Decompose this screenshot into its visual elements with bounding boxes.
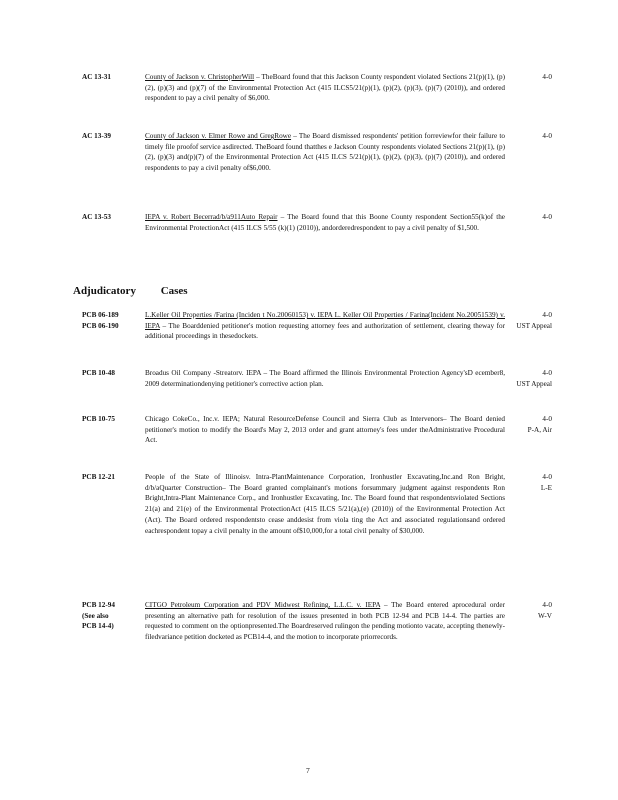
case-title[interactable]: L.Keller Oil Properties /Farina (Inciden t No.20060153) v. IEPA L. Keller Oil Properties / Farina(Incident No.20051539) v. IEPA	[145, 311, 505, 330]
docket-number: PCB 12-94 (See also PCB 14-4)	[82, 601, 115, 631]
case-summary: L.Keller Oil Properties /Farina (Inciden t No.20060153) v. IEPA L. Keller Oil Properties / Farina(Incident No.20051539) v. IEPA – The Boarddenied petitioner's motion requesting attorney fees and authorization of settlement, clearing theway for additional proceedings in thesedockets.	[145, 311, 505, 341]
vote-tally: 4-0	[542, 132, 552, 140]
case-title[interactable]: County of Jackson v. Elmer Rowe and GregRowe	[145, 132, 292, 140]
docket-number: PCB 10-48	[82, 369, 115, 377]
case-summary: Broadus Oil Company -Streatorv. IEPA – The Board affirmed the Illinois Environmental Protection Agency'sD ecember8, 2009 determinationdenying petitioner's corrective action plan.	[145, 369, 505, 388]
vote-tally: 4-0 W-V	[538, 601, 552, 620]
case-title[interactable]: County of Jackson v. ChristopherWill	[145, 73, 255, 81]
case-title[interactable]: CITGO Petroleum Corporation and PDV Midwest Refining, L.L.C. v. IEPA	[145, 601, 381, 609]
docket-number: AC 13-39	[82, 132, 111, 140]
section-heading: Adjudicatory Cases	[73, 285, 188, 297]
vote-tally: 4-0	[542, 73, 552, 81]
page-number: 7	[306, 766, 310, 775]
vote-tally: 4-0 P-A, Air	[527, 415, 552, 434]
docket-number: PCB 12-21	[82, 473, 115, 481]
vote-tally: 4-0 UST Appeal	[516, 369, 552, 388]
docket-number: AC 13-31	[82, 73, 111, 81]
case-title[interactable]: IEPA v. Robert Becerrad/b/a911Auto Repair	[145, 213, 278, 221]
docket-number: PCB 06-189 PCB 06-190	[82, 311, 119, 330]
vote-tally: 4-0	[542, 213, 552, 221]
case-summary: Chicago CokeCo., Inc.v. IEPA; Natural ResourceDefense Council and Sierra Club as Intervenors– The Board denied petitioner's motion to modify the Board's May 2, 2013 order and grant attorney's fees under theAdministrative Procedural Act.	[145, 415, 505, 445]
vote-tally: 4-0 L-E	[540, 473, 552, 492]
case-summary: County of Jackson v. Elmer Rowe and GregRowe – The Board dismissed respondents' petition forreviewfor their failure to timely file proofof service asdirected. TheBoard found thatthes e Jackson County respondents violated Sections 21(p)(1), (p)(2), (p)(3) and(p)(7) of the Environmental Protection Act (415 ILCS 5/21(p)(1), (p)(2), (p)(3), (p)(7) (2010)), and ordered respondents to pay a civil penalty of$6,000.	[145, 132, 505, 173]
docket-number: AC 13-53	[82, 213, 111, 221]
case-summary: County of Jackson v. ChristopherWill – TheBoard found that this Jackson County respondent violated Sections 21(p)(1), (p)(2), (p)(3) and (p)(7) of the Environmental Protection Act (415 ILCS5/21(p)(1), (p)(2), (p)(3), (p)(7) (2010)), and ordered respondent to pay a civil penalty of $6,000.	[145, 73, 505, 103]
case-summary: IEPA v. Robert Becerrad/b/a911Auto Repair – The Board found that this Boone County respondent Section55(k)of the Environmental ProtectionAct (415 ILCS 5/55 (k)(1) (2010)), andorderedrespondent to pay a civil penalty of $1,500.	[145, 213, 505, 232]
case-summary: CITGO Petroleum Corporation and PDV Midwest Refining, L.L.C. v. IEPA – The Board entered aprocedural order presenting an alternative path for resolution of the issues presented in both PCB 12-94 and PCB 14-4. The parties are requested to comment on the optionpresented.The Boardreserved rulingon the pending motionto vacate, accepting thenewly-filedvariance petition docketed as PCB14-4, and the motion to incorporate priorrecords.	[145, 601, 505, 642]
docket-number: PCB 10-75	[82, 415, 115, 423]
case-summary: People of the State of Illinoisv. Intra-PlantMaintenance Corporation, Ironhustler Excavating,Inc.and Ron Bright, d/b/aQuarter Construction– The Board granted complainant's motions forsummary judgment against respondents Ron Bright,Intra-Plant Maintenance Corp., and Ironhustler Excavating, Inc. The Board found that respondentsviolated Sections 21(a) and 21(e) of the Environmental ProtectionAct (415 ILCS 5/21(a),(e) (2010)) of the Environmental Protection Act (Act). The Board ordered respondentsto cease anddesist from viola ting the Act and associated regulationsand ordered eachrespondent topay a civil penalty in the amount of$10,000,for a total civil penalty of $30,000.	[145, 473, 505, 535]
vote-tally: 4-0 UST Appeal	[516, 311, 552, 330]
